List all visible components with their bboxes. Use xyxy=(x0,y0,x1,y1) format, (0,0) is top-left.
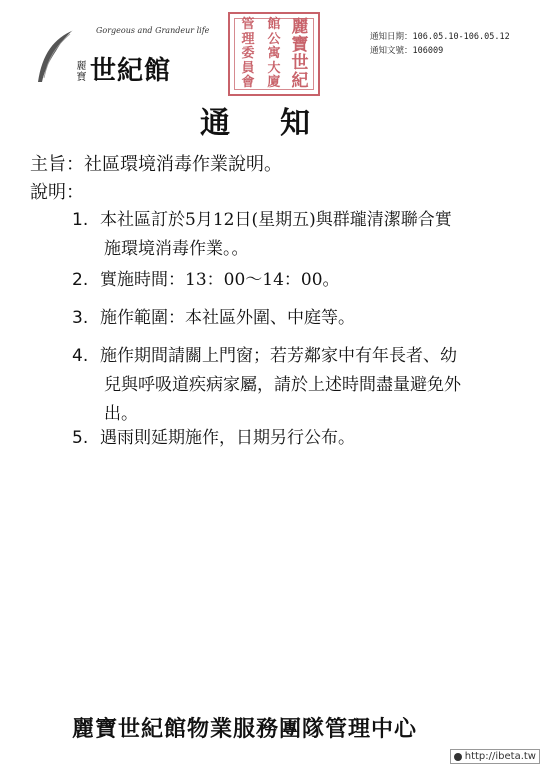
watermark xyxy=(450,749,540,764)
item-number: 2. xyxy=(72,270,89,290)
notice-number: 通知文號：106009 xyxy=(370,46,444,56)
notice-date: 通知日期：106.05.10-106.05.12 xyxy=(370,32,510,42)
seal-column: 管 理 委 員 會 xyxy=(241,17,255,90)
document-meta xyxy=(370,30,510,58)
item-text: 兒與呼吸道疾病家屬，請於上述時間盡量避免外 xyxy=(104,375,461,395)
item-text: 施環境消毒作業。。 xyxy=(104,239,249,259)
quill-icon xyxy=(34,28,78,86)
item-text: 施作範圍：本社區外圍、中庭等。 xyxy=(100,308,355,328)
explanation-label: 說明： xyxy=(30,182,84,203)
list-item xyxy=(72,304,512,333)
logo-small-text: 麗寶 xyxy=(74,60,85,82)
official-seal xyxy=(228,12,320,96)
item-text: 出。 xyxy=(104,404,138,424)
page-title: 通知 xyxy=(200,106,360,141)
globe-icon xyxy=(454,753,462,761)
subject-line: 主旨：社區環境消毒作業說明。 xyxy=(30,154,282,175)
logo-tagline: Gorgeous and Grandeur life xyxy=(96,26,210,35)
item-number: 1. xyxy=(72,210,89,230)
item-number: 3. xyxy=(72,308,89,328)
item-text: 本社區訂於5月12日(星期五)與群瓏清潔聯合實 xyxy=(100,210,452,230)
item-text: 遇雨則延期施作，日期另行公布。 xyxy=(100,428,355,448)
list-item xyxy=(72,342,512,429)
item-text: 施作期間請關上門窗；若芳鄰家中有年長者、幼 xyxy=(100,346,457,366)
logo-name: 世紀館 xyxy=(90,56,172,86)
seal-column: 麗 寶 世 紀 xyxy=(291,17,309,91)
list-item xyxy=(72,424,512,453)
list-item xyxy=(72,206,512,264)
item-text: 實施時間：13：00～14：00。 xyxy=(100,270,340,290)
item-number: 4. xyxy=(72,346,89,366)
seal-column: 館 公 寓 大 廈 xyxy=(267,17,281,90)
item-number: 5. xyxy=(72,428,89,448)
list-item xyxy=(72,266,512,295)
logo xyxy=(34,22,210,92)
watermark-url: http://ibeta.tw xyxy=(464,751,536,762)
footer-signature: 麗寶世紀館物業服務團隊管理中心 xyxy=(72,716,418,742)
